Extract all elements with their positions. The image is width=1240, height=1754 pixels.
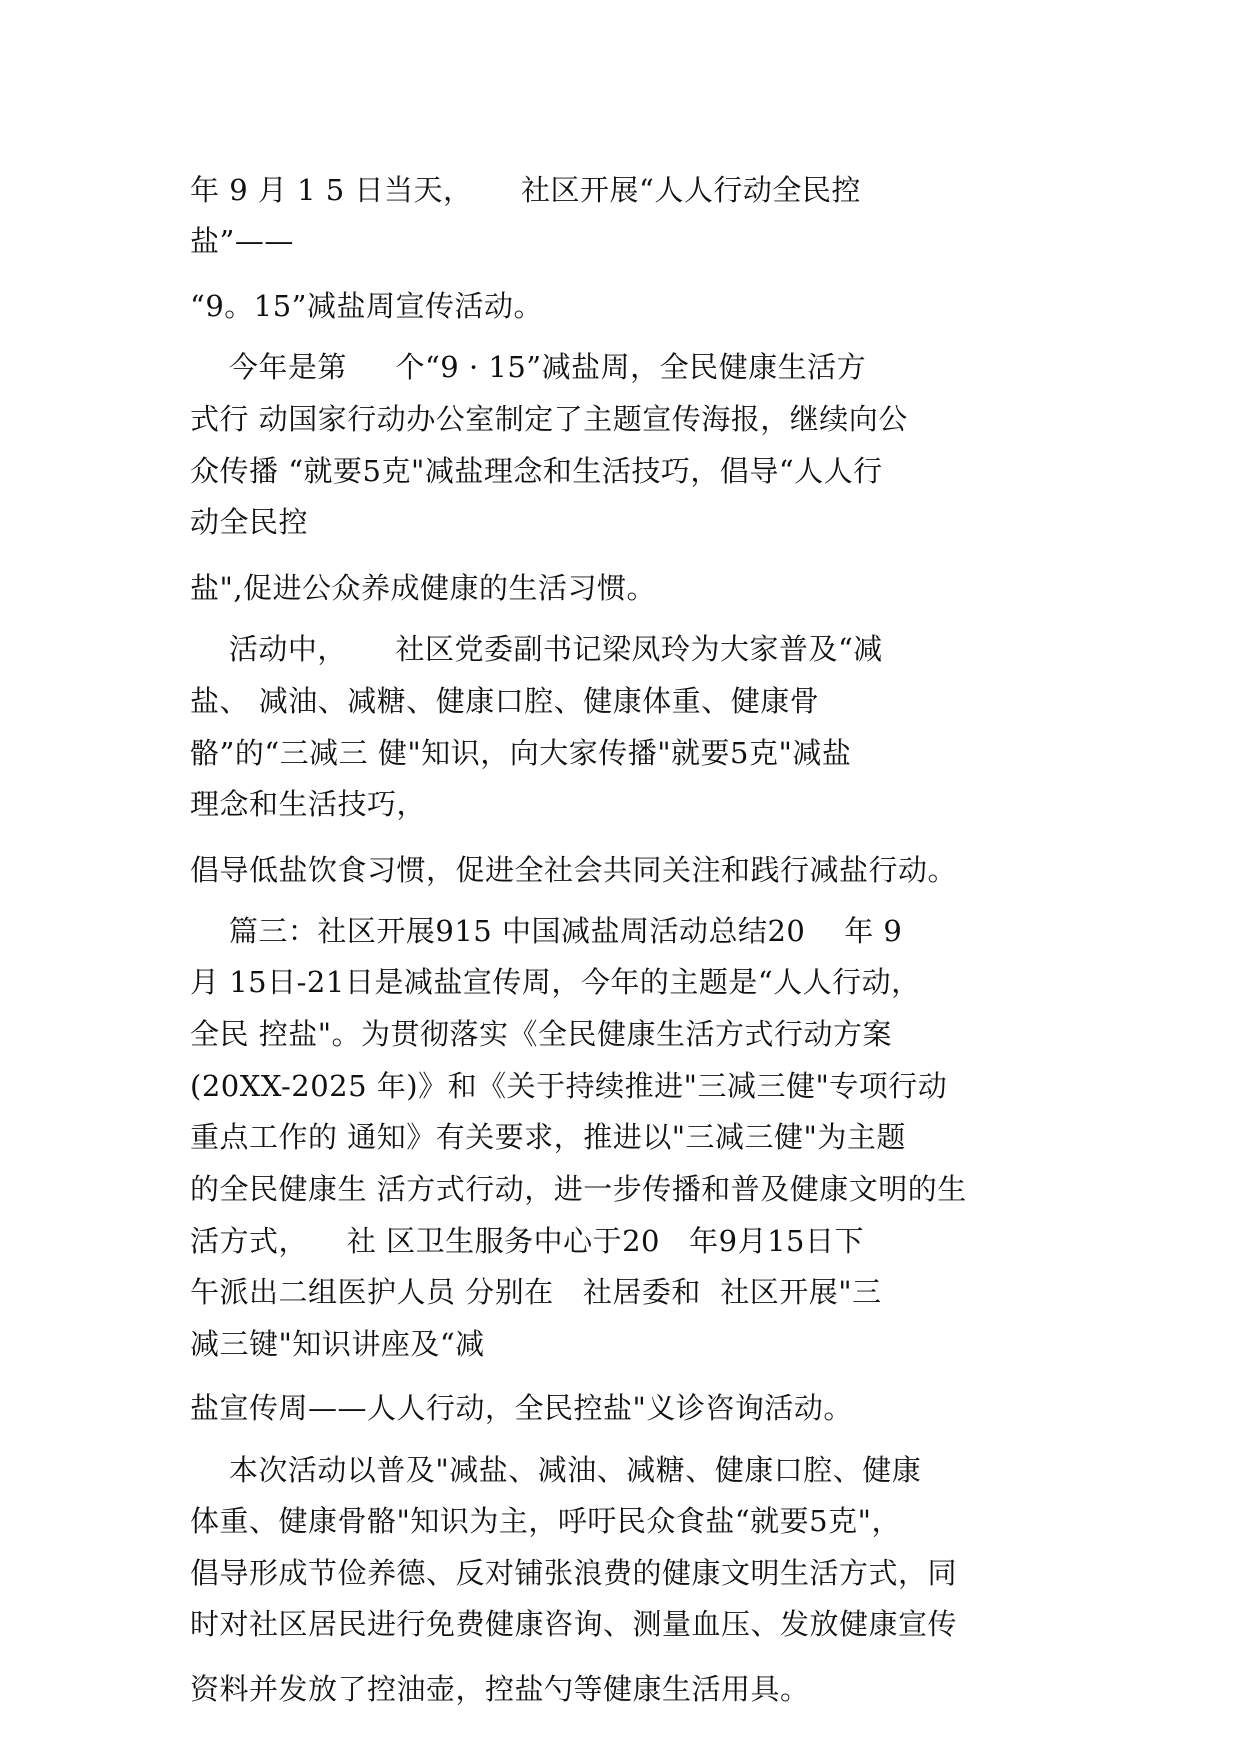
text-line: 篇三：社区开展915 中国减盐周活动总结20 年 9 [190, 914, 903, 948]
text-line: 理念和生活技巧， [190, 787, 427, 821]
text-line: 时对社区居民进行免费健康咨询、测量血压、发放健康宣传 [190, 1607, 958, 1641]
text-line: 午派出二组医护人员 分别在 社居委和 社区开展"三 [190, 1275, 882, 1309]
text-line: 活动中， 社区党委副书记梁凤玲为大家普及“减 [190, 632, 883, 666]
text-line: 盐",促进公众养成健康的生活习惯。 [190, 571, 657, 605]
text-line: 骼”的“三减三 健"知识，向大家传播"就要5克"减盐 [190, 736, 852, 770]
text-line: 年 9 月 1 5 日当天， 社区开展“人人行动全民控 [190, 173, 861, 207]
text-line: 式行 动国家行动办公室制定了主题宣传海报，继续向公 [190, 402, 908, 436]
text-line: 倡导形成节俭养德、反对铺张浪费的健康文明生活方式，同 [190, 1556, 958, 1590]
text-line: 重点工作的 通知》有关要求，推进以"三减三健"为主题 [190, 1120, 906, 1154]
text-line: “9。15”减盐周宣传活动。 [190, 289, 544, 323]
text-line: 盐宣传周——人人行动，全民控盐"义诊咨询活动。 [190, 1391, 853, 1425]
text-line: 盐”—— [190, 224, 294, 258]
text-line: 众传播 “就要5克"减盐理念和生活技巧，倡导“人人行 [190, 454, 883, 488]
text-line: 今年是第 个“9 · 15”减盐周，全民健康生活方 [190, 350, 867, 384]
text-line: 的全民健康生 活方式行动，进一步传播和普及健康文明的生 [190, 1172, 967, 1206]
text-line: 减三键"知识讲座及“减 [190, 1327, 485, 1361]
text-line: 本次活动以普及"减盐、减油、减糖、健康口腔、健康 [190, 1453, 922, 1487]
text-line: 体重、健康骨骼"知识为主，呼吁民众食盐“就要5克"， [190, 1504, 901, 1538]
text-line: 倡导低盐饮食习惯，促进全社会共同关注和践行减盐行动。 [190, 853, 958, 887]
text-line: 月 15日-21日是减盐宣传周，今年的主题是“人人行动， [190, 965, 921, 999]
text-line: 全民 控盐"。为贯彻落实《全民健康生活方式行动方案 [190, 1017, 893, 1051]
text-line: (20XX-2025 年)》和《关于持续推进"三减三健"专项行动 [190, 1069, 948, 1103]
text-line: 盐、 减油、减糖、健康口腔、健康体重、健康骨 [190, 684, 820, 718]
text-line: 资料并发放了控油壶，控盐勺等健康生活用具。 [190, 1672, 810, 1706]
text-line: 活方式， 社 区卫生服务中心于20 年9月15日下 [190, 1224, 865, 1258]
text-line: 动全民控 [190, 505, 309, 539]
